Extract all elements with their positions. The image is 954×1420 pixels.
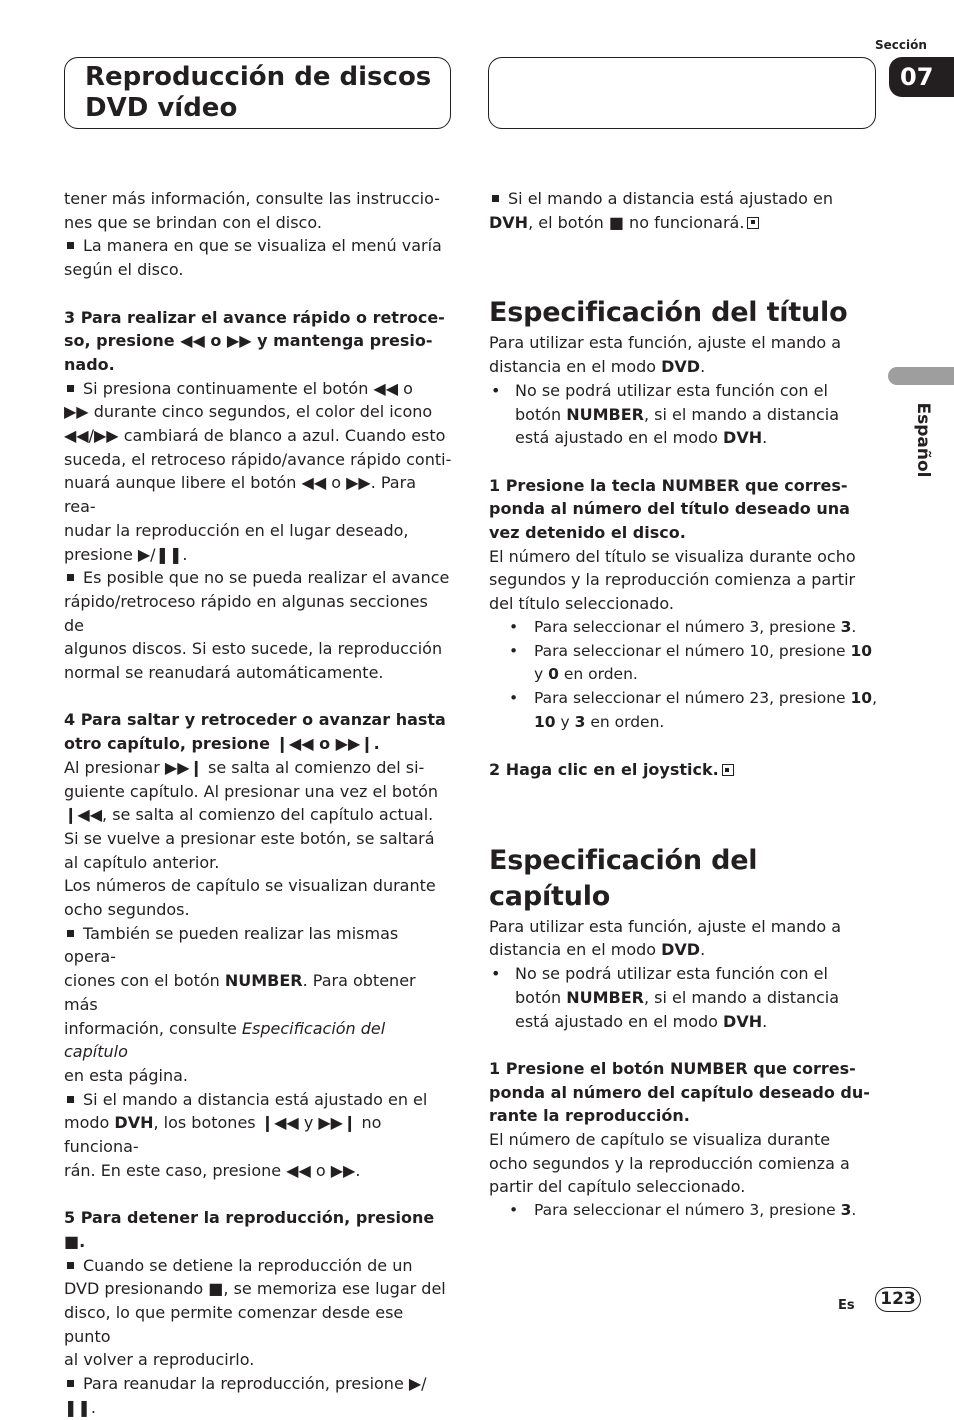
note: La manera en que se visualiza el menú varía según el disco. [64,236,442,280]
note: Es posible que no se pueda realizar el avance rápido/retroceso rápido en algunas secciones de algunos discos. Si esto sucede, la reproducción normal se reanudará automáticamente. [64,568,450,683]
note: Si presiona continuamente el botón ◀◀ o ▶▶ durante cinco segundos, el color del icono ◀◀/▶▶ cambiará de blanco a azul. Cuando esto suceda, el retroceso rápido/avance rápido conti- nuará aunque libere el botón ◀◀ o ▶▶. Para rea- nudar la reproducción en el lugar deseado, presione ▶/❚❚. [64,378,452,564]
paragraph: tener más información, consulte las instruccio- nes que se brindan con el disco. [64,189,440,232]
end-mark-icon [722,764,734,776]
step-5: 5 Para detener la reproducción, presione ■. [64,1208,435,1251]
paragraph: El número del título se visualiza durante ocho segundos y la reproducción comienza a partir del título seleccionado. [489,546,856,614]
heading-title-spec: Especificación del título [489,297,848,329]
paragraph: Para utilizar esta función, ajuste el mando a distancia en el modo DVD. [489,916,842,960]
note-square-icon [67,574,74,581]
language-tab [888,367,954,385]
empty-header-box [488,57,876,129]
step-3: 3 Para realizar el avance rápido o retroce- so, presione ◀◀ o ▶▶ y mantenga presio- nado. [64,307,445,374]
example-bullet: • Para seleccionar el número 10, presione 10 y 0 en orden. [509,641,873,684]
bullet: • No se podrá utilizar esta función con el botón NUMBER, si el mando a distancia está ajustado en el modo DVH. [491,964,840,1031]
bullet: • No se podrá utilizar esta función con el botón NUMBER, si el mando a distancia está ajustado en el modo DVH. [491,380,840,448]
paragraph: Para utilizar esta función, ajuste el mando a distancia en el modo DVD. [489,333,842,377]
chapter-step-1: 1 Presione el botón NUMBER que corres- ponda al número del capítulo deseado du- rante la reproducción. [489,1058,870,1126]
note-square-icon [67,385,74,392]
bullet-dot-icon: • [509,641,519,660]
bullet-dot-icon: • [491,380,501,400]
language-label: Español [913,402,933,478]
paragraph: Al presionar ▶▶❙ se salta al comienzo del si- guiente capítulo. Al presionar una vez el botón ❙◀◀, se salta al comienzo del capítulo actual. Si se vuelve a presionar este botón, se saltará al capítulo anterior. Los números de capítulo se visualizan durante ocho segundos. [64,757,439,920]
bullet-dot-icon: • [509,617,519,636]
example-bullet: • Para seleccionar el número 3, presione 3. [489,1199,877,1223]
chapter-title-line2: DVD vídeo [85,93,238,123]
bullet-dot-icon: • [509,688,519,707]
note: Si el mando a distancia está ajustado en el modo DVH, los botones ❙◀◀ y ▶▶❙ no funciona- rán. En este caso, presione ◀◀ o ▶▶. [64,1089,428,1180]
right-column [489,187,877,1223]
note-square-icon [492,195,499,202]
note: Cuando se detiene la reproducción de un DVD presionando ■, se memoriza ese lugar del disco, lo que permite comenzar desde ese punto al volver a reproducirlo. [64,1255,446,1370]
example-bullet: • Para seleccionar el número 23, presione 10, 10 y 3 en orden. [509,688,878,731]
bullet-dot-icon: • [491,964,501,984]
section-label: Sección [875,38,927,52]
heading-chapter-spec: Especificación del capítulo [489,844,758,912]
note-square-icon [67,1380,74,1387]
example-bullet: • Para seleccionar el número 3, presione 3. [489,616,877,640]
title-step-1: 1 Presione la tecla NUMBER que corres- ponda al número del título deseado una vez detenido el disco. [489,475,850,543]
language-code: Es [838,1298,855,1313]
paragraph: El número de capítulo se visualiza durante ocho segundos y la reproducción comienza a partir del capítulo seleccionado. [489,1130,850,1197]
note: Para reanudar la reproducción, presione ▶/❚❚. [64,1374,427,1417]
page-number: 123 [875,1287,921,1312]
chapter-title-box [64,57,451,129]
title-step-2: 2 Haga clic en el joystick. [489,758,877,782]
section-number-badge: 07 [889,57,954,97]
note-square-icon [67,930,74,937]
note: Si el mando a distancia está ajustado en DVH, el botón ■ no funcionará. [489,189,833,232]
note-square-icon [67,1096,74,1103]
bullet-dot-icon: • [509,1201,519,1220]
note-square-icon [67,1262,74,1269]
note: También se pueden realizar las mismas opera- ciones con el botón NUMBER. Para obtener más información, consulte Especificación del capítulo en esta página. [64,923,416,1085]
chapter-title-line1: Reproducción de discos [85,62,432,92]
chapter-title [85,62,431,124]
note-square-icon [67,242,74,249]
end-mark-icon [747,217,759,229]
left-column [64,187,452,1420]
step-4: 4 Para saltar y retroceder o avanzar hasta otro capítulo, presione ❙◀◀ o ▶▶❙. [64,710,446,754]
